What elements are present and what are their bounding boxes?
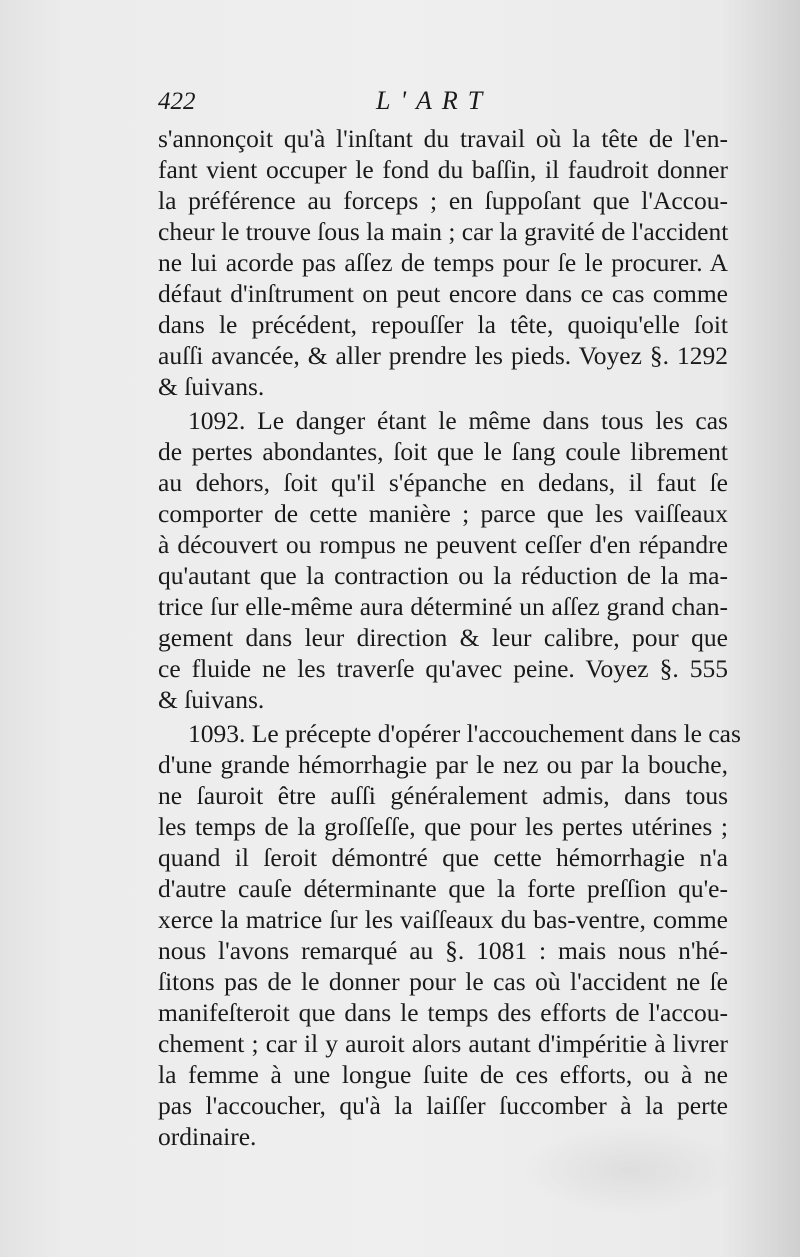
text-line: pas l'accoucher, qu'à la laiſſer ſuccomber à la perte	[158, 1091, 728, 1120]
body-text	[158, 123, 741, 1152]
text-line: cheur le trouve ſous la main ; car la gravité de l'accident	[158, 217, 729, 246]
text-line: la préférence au forceps ; en ſuppoſant que l'Accou-	[158, 186, 728, 215]
text-line: dans le précédent, repouſſer la tête, quoiqu'elle ſoit	[158, 310, 728, 339]
text-line: ne lui acorde pas aſſez de temps pour ſe le procurer. A	[158, 248, 728, 277]
paragraph-1091-continued	[158, 123, 728, 402]
text-line: de pertes abondantes, ſoit que le ſang coule librement	[158, 437, 728, 466]
text-line: quand il ſeroit démontré que cette hémorrhagie n'a	[158, 843, 728, 872]
page-number: 422	[158, 88, 196, 115]
text-line: d'une grande hémorrhagie par le nez ou par la bouche,	[158, 750, 728, 779]
text-line: ordinaire.	[158, 1122, 257, 1151]
text-line: nous l'avons remarqué au §. 1081 : mais nous n'hé-	[158, 936, 728, 965]
text-line: ne ſauroit être auſſi généralement admis, dans tous	[158, 781, 728, 810]
text-line: ce fluide ne les traverſe qu'avec peine. Voyez §. 555	[158, 654, 728, 683]
text-line: s'annonçoit qu'à l'inſtant du travail où la tête de l'en-	[158, 124, 728, 153]
paragraph-1092	[158, 405, 728, 715]
text-line: fant vient occuper le fond du baſſin, il faudroit donner	[158, 155, 728, 184]
text-line: 1093. Le précepte d'opérer l'accouchement dans le cas	[188, 719, 741, 748]
text-line: & ſuivans.	[158, 372, 265, 401]
text-line: gement dans leur direction & leur calibre, pour que	[158, 623, 728, 652]
text-line: xerce la matrice ſur les vaiſſeaux du bas-ventre, comme	[158, 905, 728, 934]
text-line: comporter de cette manière ; parce que les vaiſſeaux	[158, 499, 728, 528]
text-line: ſitons pas de le donner pour le cas où l'accident ne ſe	[158, 967, 728, 996]
text-line: les temps de la groſſeſſe, que pour les pertes utérines ;	[158, 812, 728, 841]
text-line: au dehors, ſoit qu'il s'épanche en dedans, il faut ſe	[158, 468, 728, 497]
paragraph-1093	[158, 718, 741, 1152]
text-line: à découvert ou rompus ne peuvent ceſſer d'en répandre	[158, 530, 728, 559]
page-header	[158, 88, 728, 122]
text-line: 1092. Le danger étant le même dans tous les cas	[188, 406, 728, 435]
text-line: qu'autant que la contraction ou la réduction de la ma-	[158, 561, 728, 590]
text-line: & ſuivans.	[158, 685, 265, 714]
text-line: d'autre cauſe déterminante que la forte preſſion qu'e-	[158, 874, 728, 903]
text-line: auſſi avancée, & aller prendre les pieds. Voyez §. 1292	[158, 341, 728, 370]
text-line: manifeſteroit que dans le temps des efforts de l'accou-	[158, 998, 728, 1027]
ink-bleed-through	[520, 1125, 740, 1215]
text-line: trice ſur elle-même aura déterminé un aſſez grand chan-	[158, 592, 728, 621]
text-line: chement ; car il y auroit alors autant d'impéritie à livrer	[158, 1029, 728, 1058]
text-line: défaut d'inſtrument on peut encore dans ce cas comme	[158, 279, 728, 308]
text-line: la femme à une longue ſuite de ces efforts, ou à ne	[158, 1060, 728, 1089]
running-title: L'ART	[376, 86, 493, 115]
